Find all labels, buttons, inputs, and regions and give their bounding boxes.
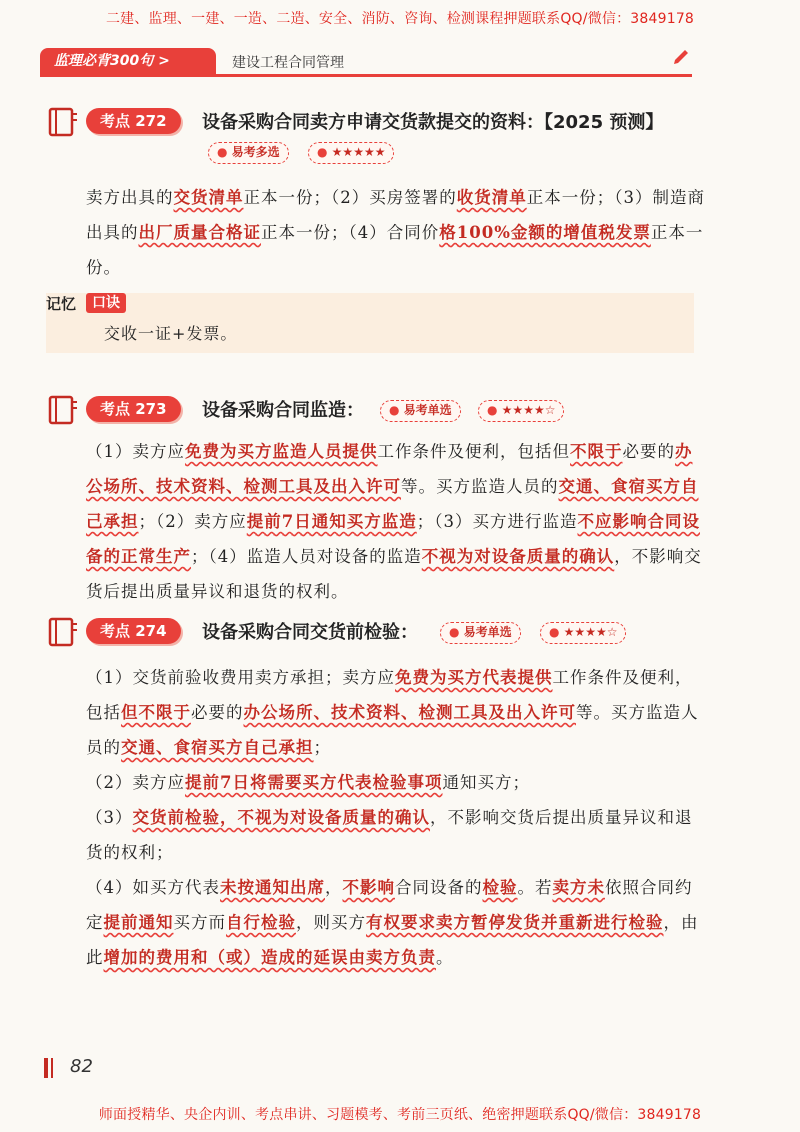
topic-273-text: （1）卖方应免费为买方监造人员提供工作条件及便利，包括但不限于必要的办公场所、技术资料、检测工具及出入许可等。买方监造人员的交通、食宿买方自己承担；（2）卖方应提前7日通知买方监造；（3）买方进行监造不应影响合同设备的正常生产；（4）监造人员对设备的监造不视为对设备质量的确认，不影响交货后提出质量异议和退货的权利。 [86,442,702,601]
header-tab: 监理必背300句 > [40,48,216,74]
rating-stars: ● ★★★★★ [308,142,394,164]
rating-stars: ● ★★★★☆ [478,400,564,422]
rating-stars: ● ★★★★☆ [540,622,626,644]
topic-badge: 考点 273 [86,396,181,422]
book-icon [46,106,80,138]
difficulty-tag: ● 易考单选 [380,400,461,422]
difficulty-tag: ● 易考多选 [208,142,289,164]
section-header [40,44,692,77]
topic-274-text [86,660,706,975]
topic-badge: 考点 272 [86,108,181,134]
bottom-banner: 师面授精华、央企内训、考点串讲、习题模考、考前三页纸、绝密押题联系QQ/微信：3849178 [98,1107,702,1123]
book-icon [46,394,80,426]
memo-badge: 口诀 [86,293,126,313]
topic-title: 设备采购合同交货前检验： [202,622,418,643]
header-subtitle: 建设工程合同管理 [232,55,344,71]
item-2: （2）卖方应提前7日将需要买方代表检验事项通知买方； [86,773,530,792]
topic-badge: 考点 274 [86,618,181,644]
memo-label: 记忆 [46,295,77,313]
pen-icon [672,48,690,66]
item-1: （1）交货前验收费用卖方承担；卖方应免费为买方代表提供工作条件及便利，包括但不限于必要的办公场所、技术资料、检测工具及出入许可等。买方监造人员的交通、食宿买方自己承担； [86,668,699,757]
topic-title: 设备采购合同卖方申请交货款提交的资料：【2025 预测】 [202,112,664,133]
topic-272-text: 卖方出具的交货清单正本一份；（2）买房签署的收货清单正本一份；（3）制造商出具的出厂质量合格证正本一份；（4）合同价格100%金额的增值税发票正本一份。 [86,188,705,277]
memo-text: 交收一证+发票。 [104,324,238,343]
top-banner: 二建、监理、一建、一造、二造、安全、消防、咨询、检测课程押题联系QQ/微信：3849178 [105,11,695,27]
topic-title: 设备采购合同监造： [202,400,364,421]
difficulty-tag: ● 易考单选 [440,622,521,644]
memory-tip [46,293,694,353]
page-marker [44,1058,48,1078]
page-marker [51,1058,53,1078]
book-icon [46,616,80,648]
item-4: （4）如买方代表未按通知出席，不影响合同设备的检验。若卖方未依照合同约定提前通知买方而自行检验，则买方有权要求卖方暂停发货并重新进行检验，由此增加的费用和（或）造成的延误由卖方负责。 [86,878,699,967]
item-3: （3）交货前检验，不视为对设备质量的确认，不影响交货后提出质量异议和退货的权利； [86,808,693,862]
page-number: 82 [70,1056,93,1077]
